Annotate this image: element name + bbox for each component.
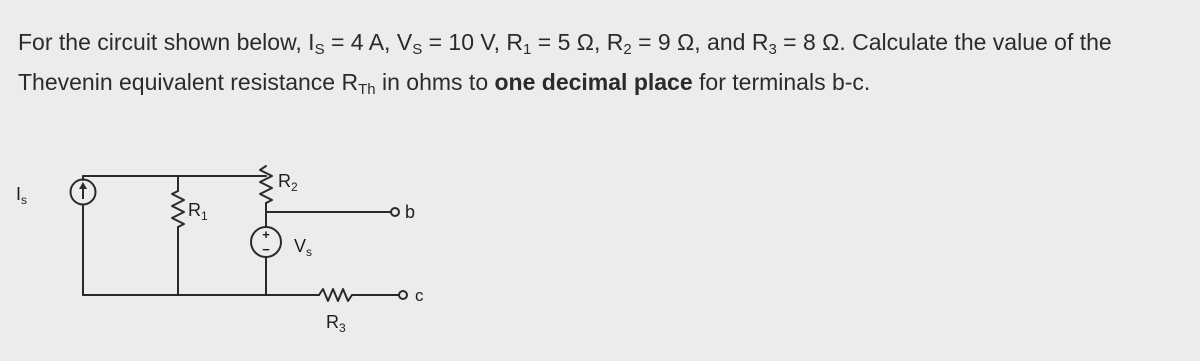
svg-text:Is — [16, 184, 27, 207]
problem-bold-text: one decimal place — [494, 69, 693, 95]
is-subscript: S — [314, 41, 325, 58]
svg-text:R1 — [188, 200, 208, 223]
problem-text-7: in ohms to — [375, 69, 495, 95]
problem-text-2: = 4 A, V — [324, 29, 413, 55]
r3-subscript: 3 — [768, 41, 777, 58]
svg-text:Vs — [294, 236, 312, 259]
problem-text-8: for terminals — [692, 69, 832, 95]
vs-label: V — [294, 236, 307, 256]
r3-label-sub: 3 — [339, 321, 346, 335]
problem-text-4: = 5 Ω, R — [531, 29, 624, 55]
vs-plus-sign: + — [262, 227, 270, 242]
is-label: I — [16, 184, 22, 204]
svg-text:R3 — [326, 312, 346, 335]
vs-subscript: S — [412, 41, 423, 58]
r1-subscript: 1 — [523, 41, 532, 58]
problem-text-3: = 10 V, R — [422, 29, 524, 55]
terminal-c-dot — [399, 291, 407, 299]
r2-label-sub: 2 — [291, 180, 298, 194]
svg-text:R2 — [278, 171, 298, 194]
r2-label: R — [278, 171, 291, 191]
problem-text-6: = 8 Ω. Calculate the value of the Thevenin equivalent resistance R — [18, 29, 1112, 95]
r2-resistor — [260, 166, 272, 203]
is-label-sub: s — [21, 193, 28, 207]
r3-label: R — [326, 312, 339, 332]
problem-terminals: b-c. — [831, 69, 871, 95]
current-arrow-icon — [79, 182, 87, 199]
r1-label-sub: 1 — [201, 209, 208, 223]
r3-resistor — [319, 289, 352, 301]
problem-text-1: For the circuit shown below, I — [18, 29, 315, 55]
r1-label: R — [188, 200, 201, 220]
r1-resistor — [172, 191, 184, 227]
terminal-b-dot — [391, 208, 399, 216]
rth-subscript: Th — [358, 81, 376, 98]
terminal-b-label: b — [405, 202, 416, 222]
problem-text-5: = 9 Ω, and R — [631, 29, 769, 55]
vs-minus-sign: − — [262, 242, 270, 257]
vs-label-sub: s — [306, 245, 313, 259]
r2-subscript: 2 — [623, 41, 632, 58]
terminal-c-label: c — [415, 286, 424, 305]
